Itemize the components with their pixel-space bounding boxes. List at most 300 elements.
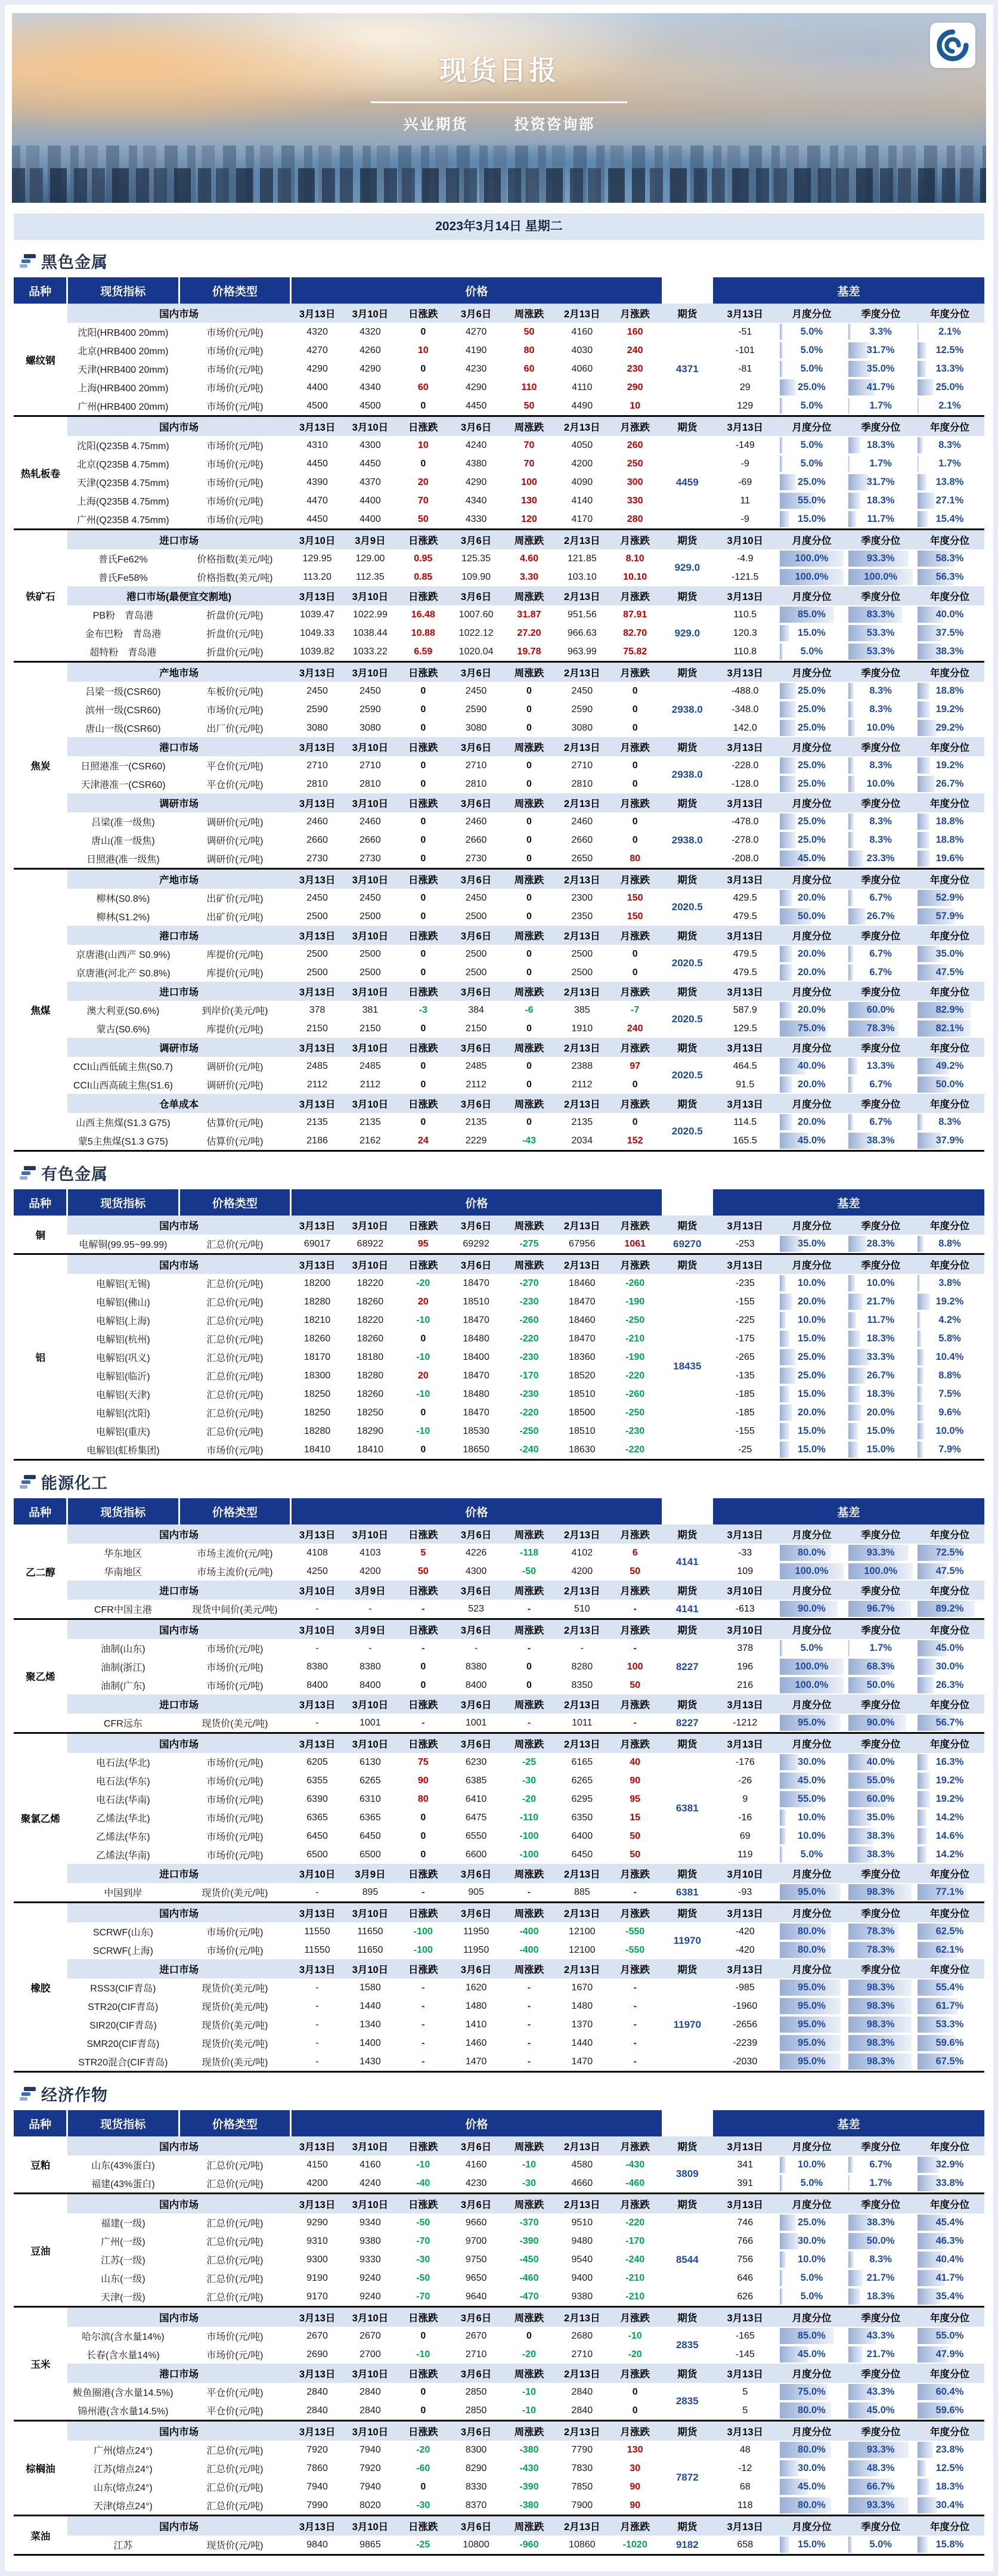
variety-cell: 热轧板卷 — [14, 416, 67, 530]
price-cell: 895 — [362, 1887, 379, 1897]
percentile-cell — [915, 756, 984, 775]
percentile-header: 年度分位 — [915, 2194, 984, 2214]
price-cell: 1039.47 — [300, 609, 334, 620]
percentile-bar-wrap — [918, 2175, 982, 2191]
change-cell: -390 — [519, 2235, 539, 2246]
percentile-value: 13.8% — [935, 477, 964, 487]
percentile-header: 季度分位 — [846, 2516, 915, 2536]
change-cell: 0 — [632, 1117, 638, 1127]
basis-date-header: 3月13日 — [713, 1903, 777, 1923]
indicator-cell: SCRWF(上海) — [92, 1946, 153, 1956]
basis-value: 48 — [739, 2444, 751, 2455]
change-cell: 0 — [420, 1407, 426, 1418]
change-cell: 97 — [630, 1060, 641, 1071]
percentile-bar-wrap — [848, 551, 913, 567]
indicator-cell: 福建(一级) — [101, 2219, 145, 2229]
change-cell: 87.91 — [623, 609, 647, 620]
percentile-value: 93.3% — [866, 1547, 895, 1558]
date-header: 周涨跌 — [503, 793, 556, 812]
futures-value: 2020.5 — [671, 957, 703, 969]
price-cell: 4400 — [359, 514, 381, 524]
change-cell: 0 — [526, 911, 532, 921]
percentile-bar-wrap — [780, 1715, 844, 1731]
section-bullet-icon — [18, 1474, 36, 1490]
basis-value: 479.5 — [733, 967, 757, 978]
percentile-cell — [777, 945, 847, 963]
percentile-bar-wrap — [848, 1114, 913, 1130]
date-header: 3月10日 — [344, 793, 397, 812]
futures-label: 期货 — [662, 926, 713, 945]
price-cell: - — [315, 2019, 319, 2030]
price-cell: 4200 — [571, 458, 593, 469]
change-cell: 0 — [420, 1680, 426, 1690]
percentile-header: 季度分位 — [846, 926, 915, 945]
percentile-cell — [777, 2496, 847, 2516]
change-cell: 82.70 — [623, 627, 647, 638]
date-header: 3月13日 — [291, 1733, 344, 1754]
futures-value: 4141 — [675, 1603, 699, 1615]
change-cell: 0 — [526, 685, 532, 696]
percentile-value: 40.0% — [866, 1756, 895, 1767]
percentile-header: 月度分位 — [777, 416, 847, 437]
price-type-cell: 调研价(元/吨) — [206, 836, 264, 846]
price-cell: 6310 — [359, 1793, 381, 1804]
date-header: 3月6日 — [450, 416, 503, 437]
percentile-cell — [777, 1311, 847, 1329]
change-cell: 100 — [627, 1661, 643, 1672]
percentile-bar-wrap — [848, 398, 913, 414]
price-cell: 18510 — [569, 1425, 596, 1436]
basis-date-header: 3月13日 — [713, 2364, 777, 2383]
date-header: 日涨跌 — [396, 2136, 450, 2156]
percentile-bar-wrap — [848, 2233, 913, 2249]
percentile-bar-wrap — [918, 1563, 982, 1579]
date-header: 周涨跌 — [503, 1619, 556, 1640]
price-cell: 9510 — [571, 2217, 593, 2228]
percentile-bar-wrap — [848, 361, 913, 377]
indicator-cell: 电解铝(佛山) — [96, 1298, 150, 1308]
price-cell: 4200 — [359, 1566, 381, 1576]
percentile-header: 季度分位 — [846, 737, 915, 756]
percentile-value: 10.0% — [866, 1278, 895, 1288]
percentile-bar-wrap — [918, 2270, 982, 2286]
basis-value: -165 — [735, 2330, 755, 2341]
price-cell: 18530 — [463, 1425, 489, 1436]
percentile-cell — [777, 1422, 847, 1440]
change-cell: - — [633, 1643, 637, 1653]
percentile-value: 98.3% — [866, 2056, 895, 2067]
price-cell: 7850 — [571, 2481, 593, 2492]
date-header: 3月10日 — [344, 1216, 397, 1235]
percentile-bar-wrap — [918, 1423, 982, 1439]
futures-value: 2020.5 — [671, 1069, 703, 1081]
price-cell: 2500 — [359, 948, 381, 959]
change-cell: -220 — [519, 1333, 539, 1344]
price-type-cell: 汇总价(元/吨) — [206, 2237, 264, 2247]
change-cell: -230 — [519, 1296, 539, 1307]
price-cell: 18260 — [303, 1333, 331, 1344]
change-cell: 0 — [420, 1079, 426, 1090]
futures-label: 期货 — [662, 662, 713, 682]
basis-value: -9 — [740, 514, 749, 524]
percentile-value: 9.6% — [938, 1407, 961, 1418]
change-cell: -10 — [416, 2349, 430, 2359]
percentile-bar-wrap — [918, 1058, 982, 1074]
col-header-indicator: 现货指标 — [67, 2110, 179, 2136]
price-cell: 2450 — [359, 685, 381, 696]
percentile-cell — [846, 2496, 915, 2516]
percentile-bar-wrap — [780, 776, 844, 792]
percentile-value: 20.0% — [798, 1004, 826, 1015]
price-cell: 18210 — [303, 1315, 331, 1325]
percentile-value: 100.0% — [864, 1566, 898, 1576]
date-header: 3月13日 — [291, 2421, 344, 2441]
percentile-cell — [915, 2052, 984, 2072]
futures-value: 4141 — [675, 1556, 699, 1567]
date-header: 3月10日 — [344, 304, 397, 323]
percentile-cell — [915, 2250, 984, 2269]
percentile-cell — [846, 341, 915, 360]
change-cell: -220 — [625, 2217, 645, 2228]
indicator-cell: SCRWF(山东) — [92, 1928, 153, 1938]
percentile-header: 年度分位 — [915, 1254, 984, 1275]
percentile-cell — [846, 700, 915, 719]
date-header: 3月6日 — [450, 2136, 503, 2156]
date-header: 日涨跌 — [396, 1959, 450, 1978]
price-type-cell: 市场价(元/吨) — [206, 328, 264, 338]
percentile-header: 月度分位 — [777, 982, 847, 1001]
price-cell: 2112 — [306, 1079, 328, 1090]
percentile-value: 18.3% — [866, 440, 895, 450]
change-cell: 0 — [420, 778, 426, 789]
percentile-value: 100.0% — [795, 571, 829, 582]
basis-date-header: 3月13日 — [713, 2136, 777, 2156]
percentile-value: 25.0% — [798, 834, 826, 845]
percentile-value: 80.0% — [798, 2500, 826, 2510]
change-cell: -118 — [519, 1547, 539, 1558]
futures-value: 2938.0 — [671, 703, 703, 715]
change-cell: 8.10 — [625, 553, 644, 564]
percentile-bar-wrap — [918, 379, 982, 395]
price-cell: 1001 — [359, 1717, 381, 1728]
indicator-cell: 普氏Fe62% — [98, 555, 148, 565]
date-header: 3月6日 — [450, 1216, 503, 1235]
price-type-cell: 现货价(美元/吨) — [202, 2002, 268, 2012]
market-label: 产地市场 — [67, 869, 291, 889]
change-cell: 20 — [417, 1370, 429, 1381]
date-header: 3月6日 — [450, 586, 503, 605]
change-cell: 15 — [630, 1812, 641, 1823]
percentile-value: 28.3% — [866, 1238, 895, 1249]
price-cell: - — [315, 1887, 319, 1897]
percentile-value: 20.0% — [798, 948, 826, 959]
change-cell: -450 — [519, 2254, 539, 2265]
percentile-cell — [777, 2269, 847, 2287]
futures-label: 期货 — [662, 737, 713, 756]
basis-date-header: 3月13日 — [713, 304, 777, 323]
percentile-value: 25.0% — [798, 778, 826, 789]
change-cell: 27.20 — [517, 627, 541, 638]
indicator-cell: 中国到岸 — [104, 1888, 142, 1898]
date-header: 周涨跌 — [503, 1864, 556, 1883]
change-cell: - — [421, 2037, 425, 2048]
percentile-value: 5.0% — [800, 363, 823, 374]
percentile-bar-wrap — [918, 342, 982, 358]
price-cell: 2730 — [465, 853, 487, 864]
change-cell: 230 — [627, 363, 643, 374]
percentile-header: 月度分位 — [777, 1254, 847, 1275]
futures-value: 11970 — [673, 2018, 701, 2030]
percentile-header: 月度分位 — [777, 586, 847, 605]
price-cell: 384 — [468, 1004, 484, 1015]
futures-label: 期货 — [662, 2136, 713, 2156]
date-header: 3月10日 — [344, 1694, 397, 1714]
futures-label: 期货 — [662, 2364, 713, 2383]
percentile-bar-wrap — [780, 324, 844, 340]
percentile-bar-wrap — [780, 1601, 844, 1617]
date-header: 日涨跌 — [396, 1094, 450, 1113]
percentile-bar-wrap — [918, 2252, 982, 2268]
percentile-cell — [915, 1403, 984, 1422]
percentile-value: 31.7% — [866, 345, 895, 355]
percentile-value: 45.0% — [935, 1643, 964, 1653]
percentile-cell — [915, 1366, 984, 1385]
basis-date-header: 3月13日 — [713, 2194, 777, 2214]
percentile-cell — [777, 1922, 847, 1941]
percentile-bar-wrap — [780, 1810, 844, 1826]
percentile-header: 季度分位 — [846, 1216, 915, 1235]
percentile-value: 20.0% — [798, 1407, 826, 1418]
indicator-cell: 山东(一级) — [101, 2274, 145, 2284]
date-header: 3月10日 — [344, 2307, 397, 2327]
price-cell: 2710 — [359, 760, 381, 771]
date-header: 日涨跌 — [396, 586, 450, 605]
date-header: 日涨跌 — [396, 1254, 450, 1275]
market-label: 港口市场(最便宜交割地) — [67, 586, 291, 605]
percentile-cell — [846, 360, 915, 378]
percentile-bar-wrap — [848, 946, 913, 962]
basis-value: 142.0 — [733, 722, 757, 733]
basis-value: -135 — [735, 1370, 755, 1381]
percentile-header: 年度分位 — [915, 416, 984, 437]
price-cell: - — [474, 1643, 478, 1653]
bank-logo — [930, 23, 975, 68]
basis-value: -25 — [738, 1444, 752, 1455]
percentile-cell — [846, 397, 915, 416]
price-cell: 4230 — [465, 363, 487, 374]
price-cell: 2730 — [359, 853, 381, 864]
percentile-bar-wrap — [780, 720, 844, 736]
percentile-cell — [846, 1131, 915, 1151]
percentile-value: 5.0% — [800, 2272, 823, 2283]
col-header-price-group: 价格 — [291, 1189, 662, 1216]
percentile-bar-wrap — [918, 1847, 982, 1863]
percentile-header: 年度分位 — [915, 2307, 984, 2327]
price-cell: 7920 — [306, 2444, 328, 2455]
price-cell: - — [315, 2056, 319, 2067]
percentile-value: 40.0% — [798, 1060, 826, 1071]
price-type-cell: 汇总价(元/吨) — [206, 2161, 264, 2171]
basis-value: -16 — [738, 1812, 752, 1823]
change-cell: -190 — [625, 1296, 645, 1307]
percentile-header: 年度分位 — [915, 793, 984, 812]
percentile-bar-wrap — [780, 1275, 844, 1291]
percentile-cell — [777, 1366, 847, 1385]
change-cell: 90 — [630, 2500, 641, 2510]
date-header: 日涨跌 — [396, 1864, 450, 1883]
change-cell: -100 — [519, 1830, 539, 1841]
price-cell: 1670 — [571, 1982, 593, 1993]
price-type-cell: 折盘价(元/吨) — [206, 611, 264, 621]
date-header: 3月13日 — [291, 2136, 344, 2156]
price-cell: 1340 — [359, 2019, 381, 2030]
percentile-value: 15.4% — [935, 514, 964, 524]
percentile-value: 18.8% — [935, 685, 964, 696]
price-type-cell: 调研价(元/吨) — [206, 818, 264, 828]
change-cell: 160 — [627, 326, 643, 337]
price-cell: 18480 — [463, 1388, 489, 1399]
percentile-value: 1.7% — [869, 2178, 892, 2188]
percentile-header: 年度分位 — [915, 1581, 984, 1600]
percentile-bar-wrap — [918, 2035, 982, 2051]
percentile-header: 季度分位 — [846, 662, 915, 682]
change-cell: -550 — [625, 1926, 645, 1937]
date-header: 月涨跌 — [609, 926, 662, 945]
price-cell: 69017 — [303, 1238, 331, 1249]
percentile-cell — [846, 1941, 915, 1959]
price-type-cell: 折盘价(元/吨) — [206, 629, 264, 639]
date-header: 周涨跌 — [503, 2421, 556, 2441]
date-header: 3月6日 — [450, 2364, 503, 2383]
price-cell: 6230 — [465, 1756, 487, 1767]
price-cell: 18400 — [463, 1352, 489, 1362]
indicator-cell: SIR20(CIF青岛) — [89, 2021, 157, 2031]
price-cell: 2485 — [465, 1060, 487, 1071]
percentile-header: 年度分位 — [915, 1038, 984, 1057]
indicator-cell: 油制(山东) — [101, 1644, 145, 1655]
section-energy-chemicals — [14, 1470, 984, 2073]
percentile-cell — [846, 454, 915, 473]
percentile-cell — [846, 2345, 915, 2364]
date-header: 3月13日 — [291, 1903, 344, 1923]
change-cell: 0 — [420, 1060, 426, 1071]
percentile-bar-wrap — [918, 1442, 982, 1458]
percentile-cell — [777, 1753, 847, 1771]
price-cell: 6450 — [571, 1849, 593, 1860]
percentile-value: 6.7% — [869, 892, 892, 903]
price-cell: 2135 — [359, 1117, 381, 1127]
percentile-cell — [846, 2034, 915, 2052]
percentile-header: 年度分位 — [915, 530, 984, 550]
percentile-value: 10.0% — [798, 1812, 826, 1823]
percentile-value: 25.0% — [798, 685, 826, 696]
price-cell: 9300 — [306, 2254, 328, 2265]
price-type-cell: 平仓价(元/吨) — [206, 780, 264, 790]
date-header: 3月10日 — [344, 1254, 397, 1275]
percentile-cell — [777, 1329, 847, 1348]
futures-value: 2020.5 — [671, 1125, 703, 1137]
date-header: 2月13日 — [556, 869, 609, 889]
basis-value: -33 — [738, 1547, 752, 1558]
price-cell: 2460 — [306, 816, 328, 827]
variety-cell: 菜油 — [14, 2516, 67, 2555]
percentile-cell — [846, 1997, 915, 2015]
date-header: 3月6日 — [450, 2194, 503, 2214]
price-cell: 10860 — [569, 2539, 596, 2550]
percentile-value: 5.0% — [800, 646, 823, 657]
change-cell: 0 — [420, 1849, 426, 1860]
percentile-cell — [846, 2287, 915, 2307]
percentile-value: 35.0% — [935, 948, 964, 959]
price-cell: 9840 — [306, 2539, 328, 2550]
percentile-bar-wrap — [918, 1773, 982, 1789]
change-cell: - — [421, 1643, 425, 1653]
price-type-cell: 汇总价(元/吨) — [206, 1390, 264, 1400]
change-cell: 0 — [526, 722, 532, 733]
date-header: 3月6日 — [450, 1524, 503, 1544]
price-type-cell: 现货价(美元/吨) — [202, 1888, 268, 1898]
percentile-bar-wrap — [918, 1942, 982, 1958]
date-header: 2月13日 — [556, 737, 609, 756]
percentile-value: 98.3% — [866, 1887, 895, 1897]
price-cell: 69292 — [463, 1238, 489, 1249]
percentile-header: 季度分位 — [846, 530, 915, 550]
date-header: 2月13日 — [556, 1581, 609, 1600]
date-header: 日涨跌 — [396, 1581, 450, 1600]
date-header: 月涨跌 — [609, 2136, 662, 2156]
price-type-cell: 汇总价(元/吨) — [206, 2256, 264, 2266]
change-cell: -240 — [519, 1444, 539, 1455]
date-header: 3月9日 — [344, 1864, 397, 1883]
price-cell: 18260 — [357, 1388, 384, 1399]
date-header: 2月13日 — [556, 2194, 609, 2214]
percentile-cell — [915, 1311, 984, 1329]
change-cell: -220 — [519, 1407, 539, 1418]
change-cell: 0 — [420, 834, 426, 845]
futures-label: 期货 — [662, 1254, 713, 1275]
change-cell: 1061 — [624, 1238, 646, 1249]
price-cell: 2135 — [465, 1117, 487, 1127]
percentile-bar-wrap — [918, 361, 982, 377]
price-cell: 2460 — [465, 816, 487, 827]
indicator-cell: 电解铝(重庆) — [96, 1427, 150, 1437]
indicator-cell: 江苏(熔点24°) — [93, 2464, 153, 2475]
percentile-cell — [915, 1845, 984, 1864]
price-cell: 2186 — [306, 1135, 328, 1146]
basis-value: -348.0 — [732, 704, 759, 715]
percentile-bar-wrap — [780, 1077, 844, 1093]
change-cell: -400 — [519, 1944, 539, 1955]
percentile-cell — [846, 1348, 915, 1366]
date-header: 月涨跌 — [609, 793, 662, 812]
percentile-header: 月度分位 — [777, 869, 847, 889]
price-type-cell: 市场价(元/吨) — [206, 1644, 264, 1655]
percentile-bar-wrap — [780, 1980, 844, 1996]
bullet-bar — [20, 1485, 27, 1489]
change-cell: 95 — [417, 1238, 429, 1249]
percentile-cell — [915, 397, 984, 416]
percentile-value: 25.0% — [798, 2217, 826, 2228]
indicator-cell: 天津港准一(CSR60) — [80, 780, 166, 790]
price-cell: 3080 — [571, 722, 593, 733]
date-header: 日涨跌 — [396, 1733, 450, 1754]
percentile-bar-wrap — [918, 1545, 982, 1561]
col-header-indicator: 现货指标 — [67, 1189, 179, 1216]
percentile-value: 13.3% — [866, 1060, 895, 1071]
section-title — [18, 249, 984, 273]
price-cell: 1430 — [359, 2056, 381, 2067]
percentile-bar-wrap — [918, 1405, 982, 1421]
